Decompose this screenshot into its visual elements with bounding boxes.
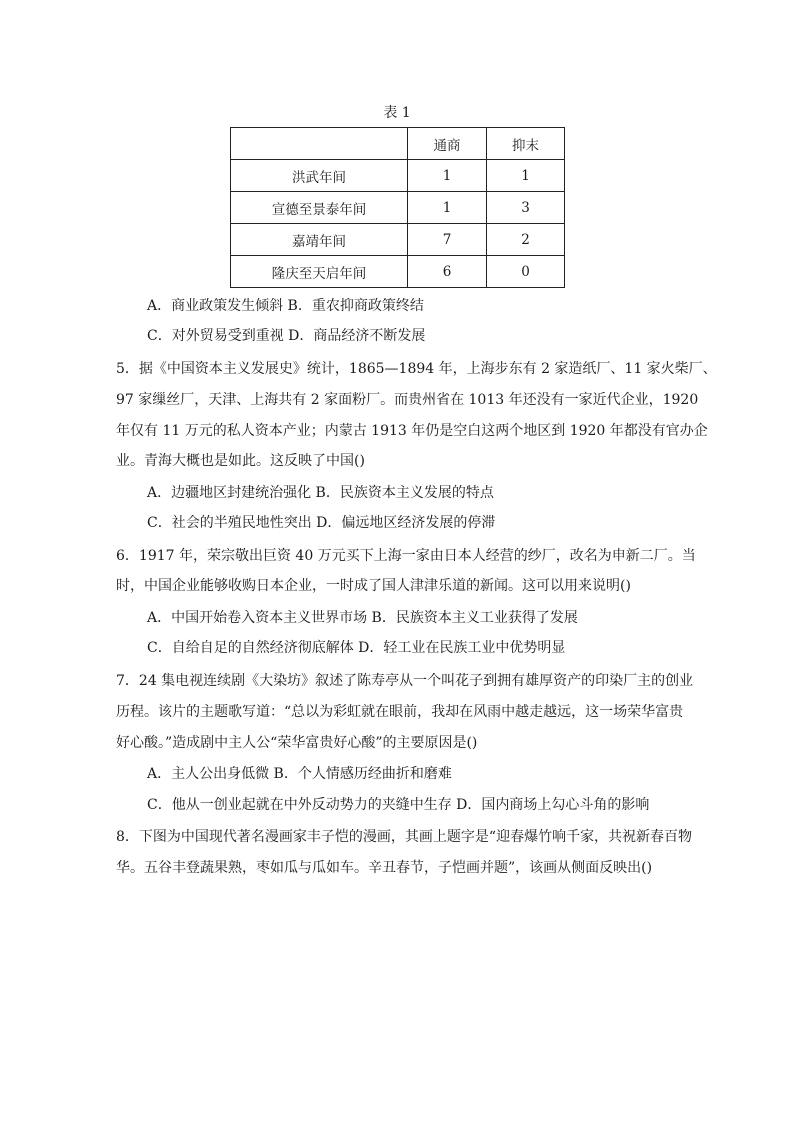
table-row xyxy=(231,256,565,288)
q5-text-line: 5．据《中国资本主义发展史》统计，1865—1894 年，上海步东有 2 家造纸厂、11 家火柴厂、 xyxy=(116,361,717,377)
period-cell: 宣德至景泰年间 xyxy=(231,192,408,224)
q4-options-ab: A．商业政策发生倾斜 B．重农抑商政策终结 xyxy=(147,298,424,314)
q7-text-line: 历程。该片的主题歌写道：“总以为彩虹就在眼前，我却在风雨中越走越远，这一场荣华富贵 xyxy=(116,704,684,720)
table-caption: 表 1 xyxy=(383,105,411,121)
q5-text-line: 业。青海大概也是如此。这反映了中国() xyxy=(116,453,365,469)
tongshang-cell: 6 xyxy=(408,256,487,288)
yimo-cell: 2 xyxy=(487,224,565,256)
data-table xyxy=(230,127,565,288)
q8-text-line: 8．下图为中国现代著名漫画家丰子恺的漫画，其画上题字是“迎春爆竹响千家，共祝新春百物 xyxy=(116,829,693,845)
period-cell: 洪武年间 xyxy=(231,160,408,192)
period-cell: 嘉靖年间 xyxy=(231,224,408,256)
q7-text-line: 7．24 集电视连续剧《大染坊》叙述了陈寿亭从一个叫花子到拥有雄厚资产的印染厂主的创业 xyxy=(116,673,694,689)
table-header-row xyxy=(231,128,565,160)
q5-options-cd: C．社会的半殖民地性突出 D．偏远地区经济发展的停滞 xyxy=(147,515,496,531)
table-row xyxy=(231,160,565,192)
q7-text-line: 好心酸。”造成剧中主人公“荣华富贵好心酸”的主要原因是() xyxy=(116,735,478,751)
q5-text-line: 年仅有 11 万元的私人资本产业；内蒙古 1913 年仍是空白这两个地区到 1920 年都没有官办企 xyxy=(116,423,708,439)
q6-text-line: 时，中国企业能够收购日本企业，一时成了国人津津乐道的新闻。这可以用来说明() xyxy=(116,578,631,594)
yimo-cell: 0 xyxy=(487,256,565,288)
q6-options-ab: A．中国开始卷入资本主义世界市场 B．民族资本主义工业获得了发展 xyxy=(147,610,578,626)
q5-text-line: 97 家缫丝厂，天津、上海共有 2 家面粉厂。而贵州省在 1013 年还没有一家近代企业，1920 xyxy=(116,392,699,408)
yimo-cell: 3 xyxy=(487,192,565,224)
tongshang-cell: 1 xyxy=(408,192,487,224)
yimo-cell: 1 xyxy=(487,160,565,192)
q5-options-ab: A．边疆地区封建统治强化 B．民族资本主义发展的特点 xyxy=(147,485,494,501)
table-row xyxy=(231,224,565,256)
tongshang-cell: 1 xyxy=(408,160,487,192)
table-header-cell xyxy=(231,128,408,160)
q8-text-line: 华。五谷丰登蔬果熟，枣如瓜与瓜如车。辛丑春节，子恺画并题”，该画从侧面反映出() xyxy=(116,860,653,876)
q4-options-cd: C．对外贸易受到重视 D．商品经济不断发展 xyxy=(147,328,426,344)
q7-options-ab: A．主人公出身低微 B．个人情感历经曲折和磨难 xyxy=(147,766,452,782)
table-header-cell: 抑末 xyxy=(487,128,565,160)
table-header-cell: 通商 xyxy=(408,128,487,160)
tongshang-cell: 7 xyxy=(408,224,487,256)
q7-options-cd: C．他从一创业起就在中外反动势力的夹缝中生存 D．国内商场上勾心斗角的影响 xyxy=(147,797,650,813)
q6-text-line: 6．1917 年，荣宗敬出巨资 40 万元买下上海一家由日本人经营的纱厂，改名为申新二厂。当 xyxy=(116,548,696,564)
q6-options-cd: C．自给自足的自然经济彻底解体 D．轻工业在民族工业中优势明显 xyxy=(147,640,566,656)
table-row xyxy=(231,192,565,224)
period-cell: 隆庆至天启年间 xyxy=(231,256,408,288)
